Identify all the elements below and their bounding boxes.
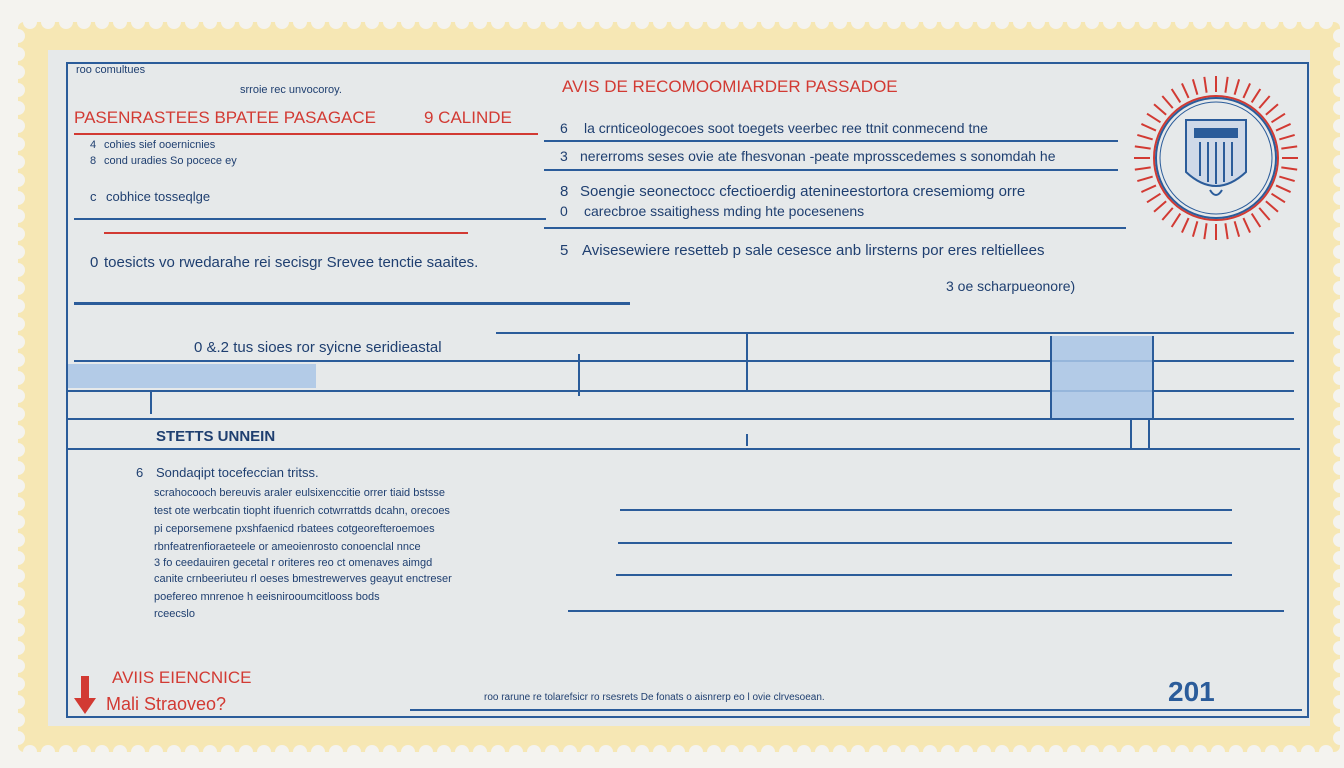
table-highlight-cell	[1050, 336, 1154, 420]
table-col-divider	[1130, 420, 1132, 448]
right-item-text: Soengie seonectocc cfectioerdig atenineestortora cresemiomg orre	[580, 183, 1026, 200]
table-rule	[496, 332, 1294, 334]
left-item-num: c	[90, 189, 97, 204]
table-col-divider	[1050, 336, 1052, 420]
left-item-text: cobhice tosseqlge	[106, 189, 211, 204]
table-highlight-cell	[68, 364, 316, 388]
lower-heading-num: 6	[136, 465, 144, 480]
signature-line	[616, 574, 1232, 576]
table-col-divider	[1152, 336, 1154, 420]
right-item-num: 5	[560, 242, 569, 259]
status-label: STETTS UNNEIN	[156, 428, 276, 445]
signature-line	[618, 542, 1232, 544]
divider	[544, 227, 1126, 229]
lower-text-line: canite crnbeeriuteu rl oeses bmestrewerves geayut enctreser	[154, 573, 452, 585]
table-label: 0 &.2 tus sioes ror syicne seridieastal	[194, 339, 442, 356]
year-label: 201	[1168, 676, 1215, 707]
left-item-text: cohies sief ooernicnies	[104, 139, 216, 151]
lower-text-line: 3 fo ceedauiren gecetal r oriteres reo ct omenaves aimgd	[154, 557, 433, 569]
right-note: 3 oe scharpueonore)	[946, 278, 1076, 294]
red-divider	[104, 232, 468, 234]
lower-text-line: poefereo mnrenoe h eeisnirooumcitlooss bods	[154, 591, 380, 603]
right-item-text: Avisesewiere resetteb p sale cesesce anb lirsterns por eres reltiellees	[582, 242, 1045, 259]
lower-text-line: pi ceporsemene pxshfaenicd rbatees cotgeorefteroemoes	[154, 523, 435, 535]
right-item-text: carecbroe ssaitighess mding hte pocesenens	[584, 203, 865, 219]
signature-line	[620, 509, 1232, 511]
divider	[74, 218, 546, 220]
table-col-divider	[1148, 420, 1150, 448]
left-item-num: 8	[90, 155, 97, 167]
left-item-num: 4	[90, 139, 97, 151]
red-form-title: PASENRASTEES BPATEE PASAGACE	[74, 108, 376, 127]
table-rule	[68, 418, 1294, 420]
right-item-num: 3	[560, 148, 568, 164]
table-col-divider	[578, 354, 580, 396]
table-col-divider	[150, 390, 152, 414]
footer-red-line2: Mali Straoveo?	[106, 694, 227, 714]
right-item-text: nererroms seses ovie ate fhesvonan -peate mprosscedemes s sonomdah he	[580, 148, 1056, 164]
main-form-title: AVIS DE RECOMOOMIARDER PASSADOE	[562, 77, 898, 96]
footer-small-print: roo rarune re tolarefsicr ro rsesrets De fonats o aisnrerp eo l ovie clrvesoean.	[484, 692, 825, 703]
lower-text-line: rceecslo	[154, 608, 195, 620]
red-form-title-tail: 9 CALINDE	[424, 108, 512, 127]
table-col-divider	[746, 434, 748, 446]
header-subtitle: srroie rec unvocoroy.	[240, 84, 342, 96]
left-line-note: 0	[90, 254, 99, 271]
lower-heading: Sondaqipt tocefeccian tritss.	[156, 465, 319, 480]
left-line-note-text: toesicts vo rwedarahe rei secisgr Srevee tenctie saaites.	[104, 254, 479, 271]
divider	[74, 302, 630, 305]
footer-red-line1: AVIIS EIENCNICE	[112, 668, 252, 687]
right-item-num: 6	[560, 120, 568, 136]
lower-text-line: scrahocooch bereuvis araler eulsixenccitie orrer tiaid bstsse	[154, 487, 446, 499]
red-title-underline	[74, 133, 538, 135]
footer-rule	[410, 709, 1302, 711]
left-item-text: cond uradies So pocece ey	[104, 155, 237, 167]
right-item-num: 8	[560, 183, 569, 200]
right-item-text: la crnticeologecoes soot toegets veerbec ree ttnit conmecend tne	[584, 120, 988, 136]
table-rule	[68, 448, 1300, 450]
table-col-divider	[746, 332, 748, 392]
header-corner-text: roo comultues	[76, 64, 146, 76]
down-arrow-icon	[74, 674, 96, 716]
lower-text-line: test ote werbcatin tiopht ifuenrich cotwrrattds dcahn, orecoes	[154, 505, 450, 517]
right-item-num: 0	[560, 203, 568, 219]
official-seal-icon	[1128, 72, 1304, 244]
signature-line	[568, 610, 1284, 612]
divider	[544, 140, 1118, 142]
divider	[544, 169, 1118, 171]
lower-text-line: rbnfeatrenfioraeteele or ameoienrosto conoenclal nnce	[154, 541, 421, 553]
